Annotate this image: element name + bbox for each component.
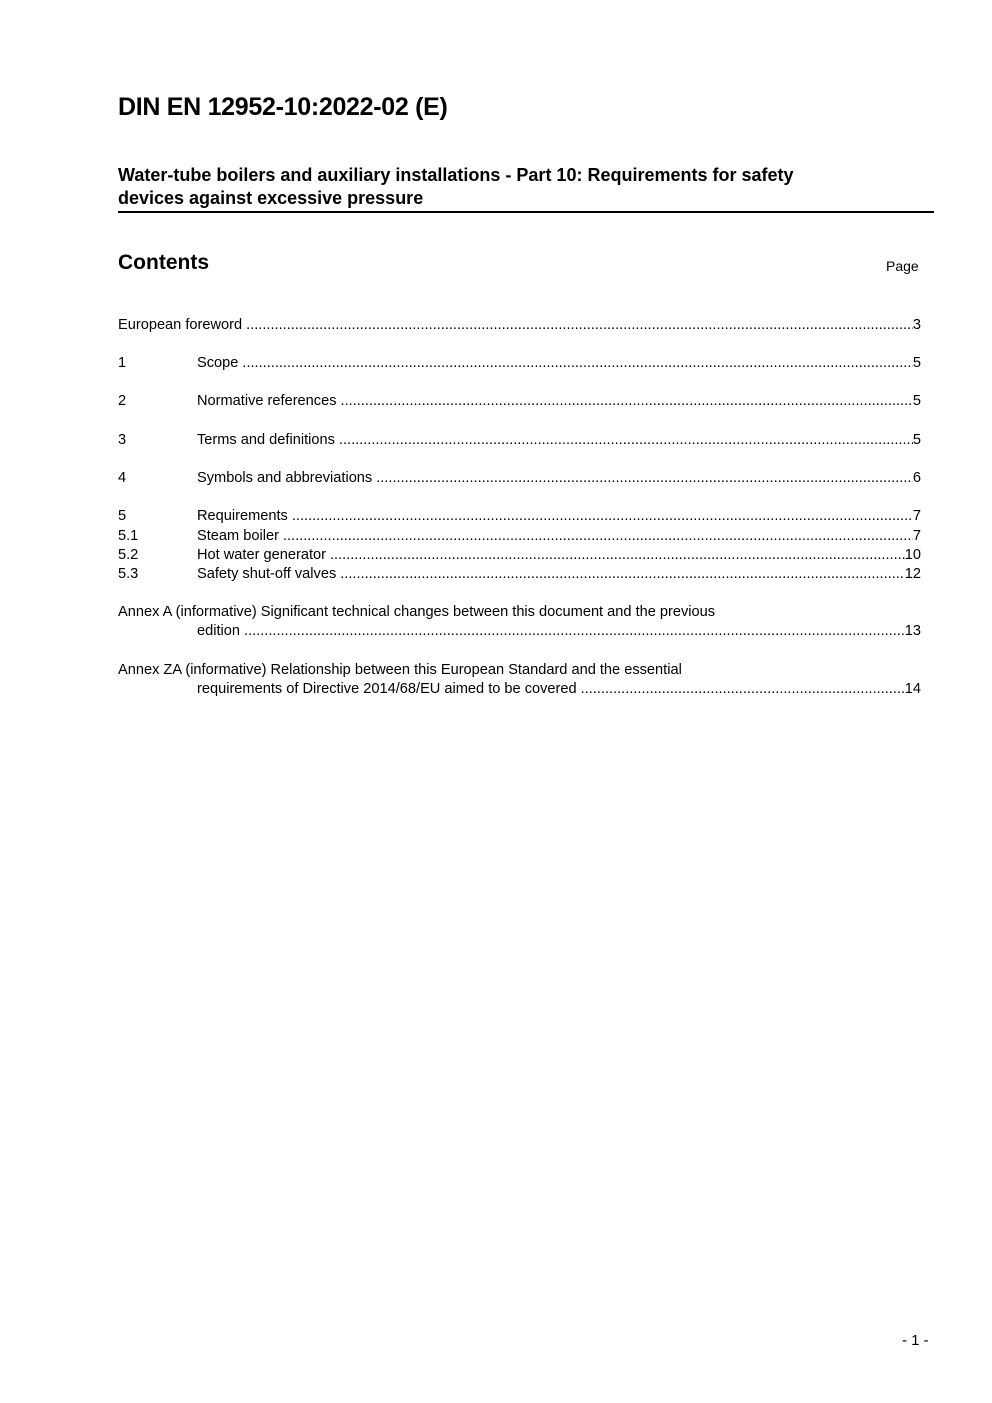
toc-entry-symbols-abbreviations[interactable] [118, 469, 921, 488]
contents-heading: Contents [118, 251, 209, 274]
toc-entry-page: 7 [912, 508, 921, 524]
toc-annex-line-2 [197, 680, 921, 699]
toc-entry-text: edition [197, 623, 241, 639]
toc-entry-text: Symbols and abbreviations [197, 470, 373, 486]
toc-entry-foreword[interactable] [118, 316, 921, 335]
toc-entry-page: 3 [912, 317, 921, 333]
document-title [118, 164, 934, 213]
toc-leader-dots [340, 565, 905, 584]
toc-entry-steam-boiler[interactable] [118, 527, 921, 546]
toc-leader-dots [339, 431, 913, 450]
toc-entry-page: 5 [912, 393, 921, 409]
toc-leader-dots [244, 622, 905, 641]
toc-entry-safety-shut-off-valves[interactable] [118, 565, 921, 584]
toc-entry-page: 14 [904, 681, 921, 697]
toc-entry-number: 5.1 [118, 528, 139, 544]
toc-leader-dots [376, 469, 913, 488]
toc-leader-dots [330, 546, 905, 565]
toc-entry-number: 3 [118, 432, 127, 448]
toc-entry-page: 10 [904, 547, 921, 563]
toc-entry-page: 12 [904, 566, 921, 582]
page-column-label: Page [886, 258, 919, 274]
toc-leader-dots [242, 354, 912, 373]
toc-leader-dots [581, 680, 905, 699]
toc-entry-hot-water-generator[interactable] [118, 546, 921, 565]
toc-entry-text: Safety shut-off valves [197, 566, 337, 582]
toc-entry-page: 7 [912, 528, 921, 544]
toc-entry-page: 5 [912, 355, 921, 371]
toc-leader-dots [246, 316, 913, 335]
toc-entry-text: Terms and definitions [197, 432, 335, 448]
toc-entry-text: Scope [197, 355, 239, 371]
toc-entry-number: 5.2 [118, 547, 139, 563]
toc-entry-page: 5 [912, 432, 921, 448]
toc-entry-number: 4 [118, 470, 127, 486]
toc-entry-text: Steam boiler [197, 528, 279, 544]
toc-entry-text: Hot water generator [197, 547, 326, 563]
toc-entry-text: European foreword [118, 317, 243, 333]
document-title-line-2: devices against excessive pressure [118, 188, 424, 208]
toc-entry-number: 1 [118, 355, 127, 371]
toc-entry-scope[interactable] [118, 354, 921, 373]
footer-page-number: - 1 - [902, 1332, 929, 1349]
toc-entry-number: 5.3 [118, 566, 139, 582]
toc-entry-requirements[interactable] [118, 507, 921, 526]
toc-leader-dots [292, 507, 913, 526]
toc-entry-number: 5 [118, 508, 127, 524]
toc-annex-line-1: Annex ZA (informative) Relationship between this European Standard and the essential [118, 662, 682, 678]
toc-entry-text: requirements of Directive 2014/68/EU aimed to be covered [197, 681, 577, 697]
toc-entry-terms-definitions[interactable] [118, 431, 921, 450]
toc-leader-dots [341, 392, 913, 411]
toc-annex-line-1: Annex A (informative) Significant technical changes between this document and the previous [118, 604, 716, 620]
document-id: DIN EN 12952-10:2022-02 (E) [118, 93, 448, 121]
document-title-line-1: Water-tube boilers and auxiliary installations - Part 10: Requirements for safety [118, 165, 794, 185]
toc-entry-text: Normative references [197, 393, 337, 409]
toc-entry-page: 13 [904, 623, 921, 639]
toc-entry-text: Requirements [197, 508, 288, 524]
toc-entry-page: 6 [912, 470, 921, 486]
toc-entry-number: 2 [118, 393, 127, 409]
toc-annex-line-2 [197, 622, 921, 641]
toc-entry-normative-references[interactable] [118, 392, 921, 411]
toc-leader-dots [283, 527, 913, 546]
